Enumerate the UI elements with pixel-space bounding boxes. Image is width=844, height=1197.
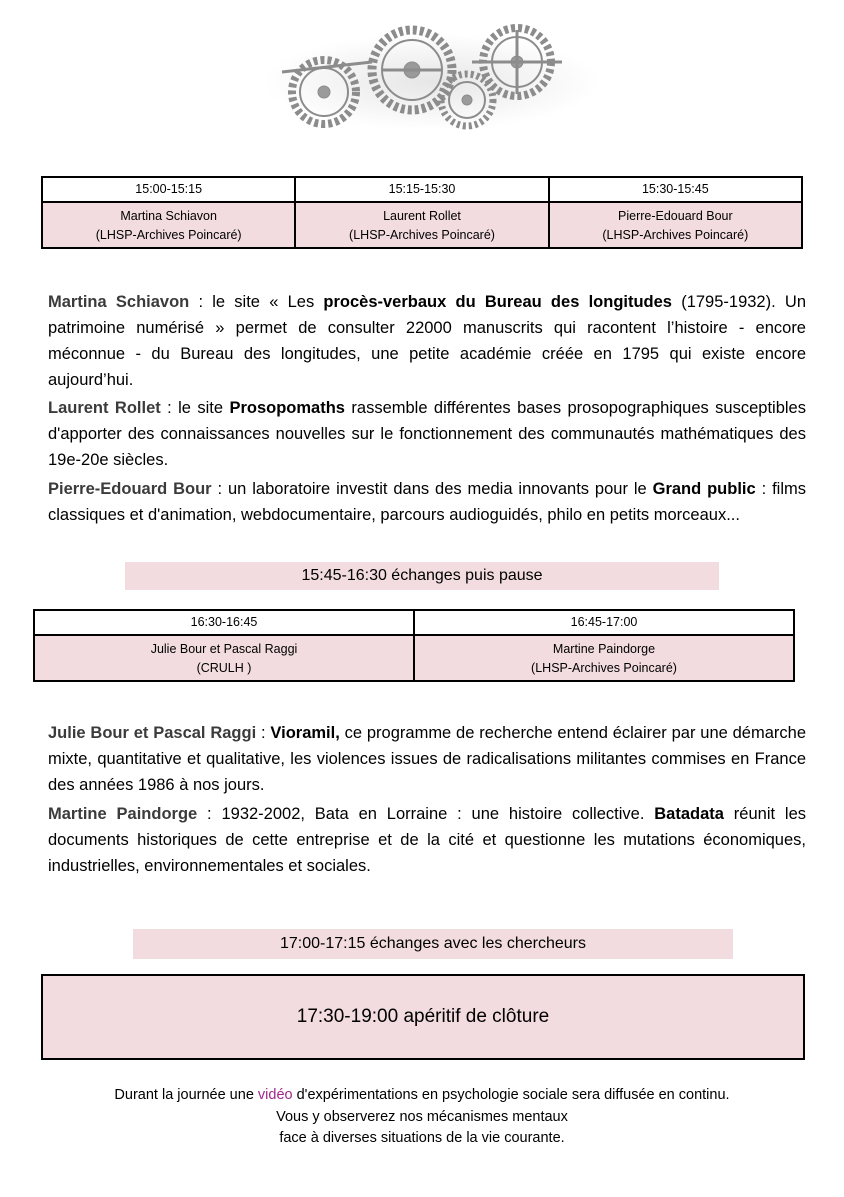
speaker-name: Martine Paindorge [48,805,198,823]
project-name: procès-verbaux du Bureau des longitudes [323,293,672,311]
description-text: : [256,724,271,742]
time-slot: 15:30-15:45 [549,177,802,202]
speaker-name: Julie Bour et Pascal Raggi [150,642,298,656]
speaker-name: Pierre-Edouard Bour [618,209,733,223]
speaker-name: Julie Bour et Pascal Raggi [48,724,257,742]
speaker-affiliation: (LHSP-Archives Poincaré) [602,228,749,242]
description-text: réunit les documents historiques de cette entreprise et de la cité et questionne les mutations économiques, industrielles, environnementales et sociales. [48,805,806,875]
footer-text: Durant la journée une [114,1087,258,1103]
footer-line: face à diverses situations de la vie courante. [279,1130,565,1146]
description-rollet [48,395,806,473]
speaker-cell [42,202,295,248]
footer-line: Vous y observerez nos mécanismes mentaux [276,1109,568,1125]
schedule-table-afternoon-2 [33,609,795,682]
time-slot: 15:15-15:30 [295,177,548,202]
speaker-cell [295,202,548,248]
description-text: (1795-1932). Un patrimoine numérisé » permet de consulter 22000 manuscrits qui racontent l’histoire - encore méconnue - du Bureau des longitudes, une petite académie créée en 1795 qui existe encore aujourd’hui. [48,293,806,389]
description-text: : le site « Les [189,293,324,311]
gears-illustration [262,22,602,134]
project-name: Batadata [654,805,724,823]
project-name: Prosopomaths [229,399,345,417]
description-text: : films classiques et d'animation, webdocumentaire, parcours audioguidés, philo en petits morceaux... [48,480,806,524]
description-text: rassemble différentes bases prosopographiques susceptibles d'apporter des connaissances nouvelles sur le fonctionnement des communautés mathématiques des 19e-20e siècles. [48,399,806,469]
speaker-affiliation: (LHSP-Archives Poincaré) [349,228,495,242]
video-link[interactable]: vidéo [257,1087,293,1103]
speaker-name: Laurent Rollet [48,399,161,417]
speaker-name: Martina Schiavon [120,209,217,223]
speaker-cell [549,202,802,248]
closing-box: 17:30-19:00 apéritif de clôture [41,974,805,1060]
footer-line [0,1085,844,1106]
project-name: Grand public [652,480,756,498]
speaker-cell [414,635,794,681]
description-text: : le site [160,399,230,417]
speaker-name: Laurent Rollet [383,209,461,223]
time-slot: 16:45-17:00 [414,610,794,635]
description-bour [48,476,806,528]
speaker-affiliation: (LHSP-Archives Poincaré) [95,228,242,242]
description-text: : 1932-2002, Bata en Lorraine : une histoire collective. [197,805,655,823]
description-text: : un laboratoire investit dans des media innovants pour le [211,480,653,498]
time-slot: 16:30-16:45 [34,610,414,635]
description-text: ce programme de recherche entend éclairer par une démarche mixte, quantitative et qualitative, les violences issues de radicalisations militantes commises en France des années 1986 à nos jours. [48,724,806,794]
description-schiavon [48,289,806,393]
schedule-table-afternoon-1 [41,176,803,249]
description-bour-raggi [48,720,806,798]
speaker-name: Martina Schiavon [48,293,190,311]
speaker-affiliation: (CRULH ) [196,661,252,675]
description-paindorge [48,801,806,879]
project-name: Vioramil, [270,724,340,742]
speaker-name: Martine Paindorge [552,642,656,656]
speaker-name: Pierre-Edouard Bour [48,480,212,498]
time-slot: 15:00-15:15 [42,177,295,202]
speaker-affiliation: (LHSP-Archives Poincaré) [531,661,677,675]
exchange-band: 17:00-17:15 échanges avec les chercheurs [133,929,733,959]
footer-text: d'expérimentations en psychologie sociale sera diffusée en continu. [292,1087,730,1103]
break-band: 15:45-16:30 échanges puis pause [125,562,719,590]
speaker-cell [34,635,414,681]
